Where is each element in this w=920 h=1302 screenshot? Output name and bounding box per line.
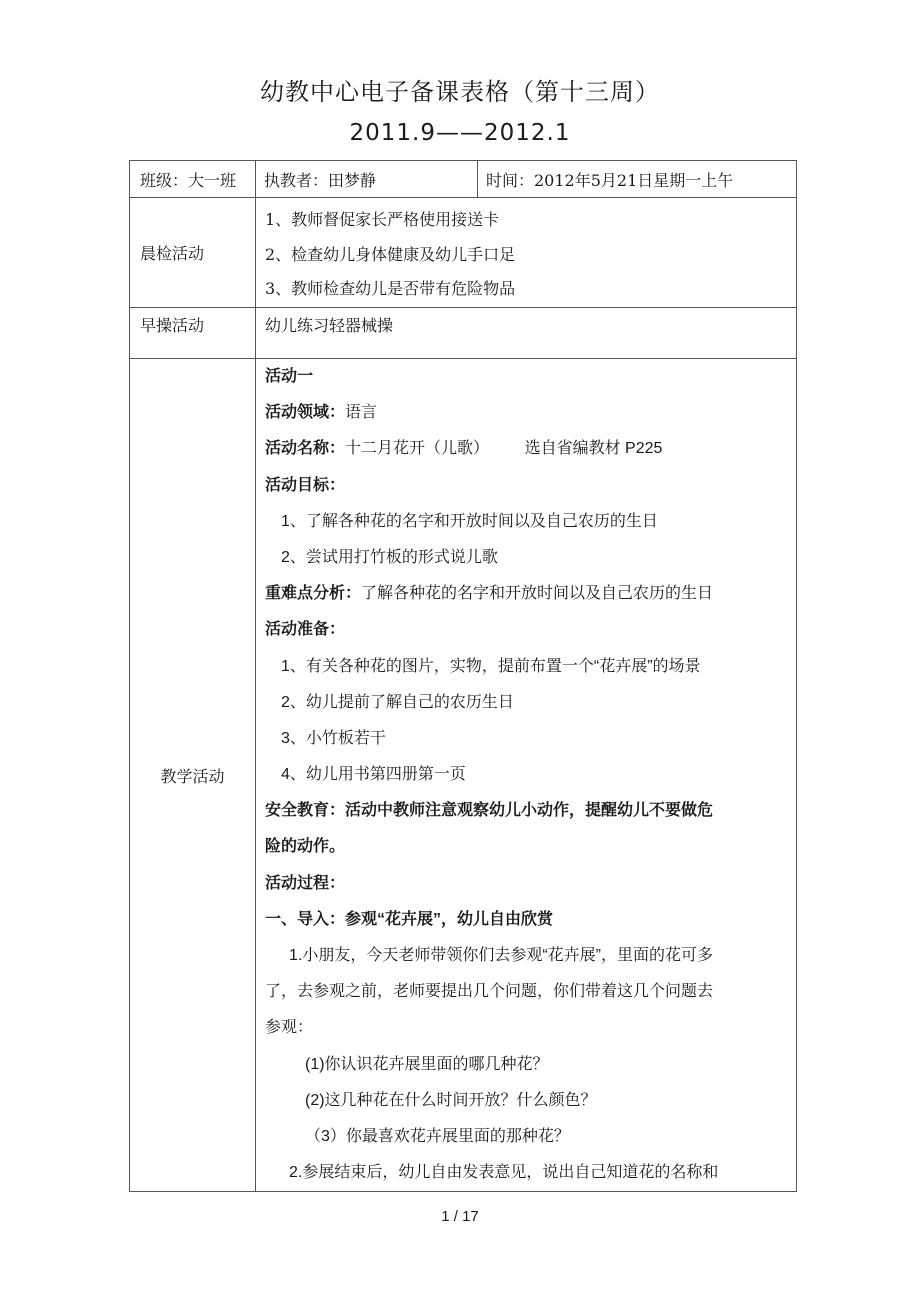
prep-item: 2、幼儿提前了解自己的农历生日 xyxy=(281,693,514,711)
step1-paragraph-line: 了，去参观之前，老师要提出几个问题，你们带着这几个问题去 xyxy=(265,983,714,1001)
table-row-morning-check xyxy=(130,198,796,308)
prep-item: 3、小竹板若干 xyxy=(281,729,386,747)
question-item: （3）你最喜欢花卉展里面的那种花？ xyxy=(305,1127,570,1145)
table-row-header xyxy=(130,161,796,198)
table-row-morning-exercise xyxy=(130,308,796,359)
list-item: 3、教师检查幼儿是否带有危险物品 xyxy=(265,279,516,298)
step1-paragraph-line: 参观： xyxy=(265,1019,314,1037)
document-subtitle-date-range: 2011.9——2012.1 xyxy=(349,120,571,146)
goals-label: 活动目标： xyxy=(265,476,346,494)
question-item: (2)这几种花在什么时间开放？什么颜色？ xyxy=(305,1091,597,1109)
morning-check-content xyxy=(256,198,796,307)
name-label: 活动名称： xyxy=(265,440,346,458)
teaching-label: 教学活动 xyxy=(130,359,256,1191)
key-points-label: 重难点分析： xyxy=(265,585,362,603)
goal-item: 1、了解各种花的名字和开放时间以及自己农历的生日 xyxy=(281,512,658,530)
activity-title: 活动一 xyxy=(265,368,314,385)
name-value: 十二月花开（儿歌） 选自省编教材 P225 xyxy=(345,440,663,458)
table-row-teaching xyxy=(130,359,796,1191)
list-item: 2、检查幼儿身体健康及幼儿手口足 xyxy=(265,244,516,264)
step1-paragraph-line: 1.小朋友，今天老师带领你们去参观“花卉展”，里面的花可多 xyxy=(289,947,714,964)
domain-label: 活动领域： xyxy=(265,404,346,422)
domain-value: 语言 xyxy=(345,404,378,422)
class-cell: 班级：大一班 xyxy=(130,161,256,197)
list-item: 1、教师督促家长严格使用接送卡 xyxy=(265,210,500,229)
prep-label: 活动准备： xyxy=(265,621,346,639)
goal-item: 2、尝试用打竹板的形式说儿歌 xyxy=(281,548,498,566)
question-item: (1)你认识花卉展里面的哪几种花？ xyxy=(305,1055,549,1073)
teaching-content xyxy=(256,359,796,1191)
morning-exercise-label: 早操活动 xyxy=(130,308,256,358)
morning-exercise-content: 幼儿练习轻器械操 xyxy=(265,316,394,335)
prep-item: 1、有关各种花的图片，实物，提前布置一个“花卉展”的场景 xyxy=(281,657,701,675)
key-points-value: 了解各种花的名字和开放时间以及自己农历的生日 xyxy=(361,585,714,603)
step1-title: 一、导入：参观“花卉展”，幼儿自由欣赏 xyxy=(265,910,554,928)
page-indicator: 1 / 17 xyxy=(441,1208,479,1225)
teacher-cell: 执教者：田梦静 xyxy=(256,161,478,197)
safety-education-line1: 安全教育：活动中教师注意观察幼儿小动作，提醒幼儿不要做危 xyxy=(265,802,714,820)
morning-check-label: 晨检活动 xyxy=(130,198,256,307)
step1-paragraph-line: 2.参展结束后，幼儿自由发表意见，说出自己知道花的名称和 xyxy=(289,1164,719,1182)
prep-item: 4、幼儿用书第四册第一页 xyxy=(281,766,466,784)
process-label: 活动过程： xyxy=(265,874,346,892)
lesson-plan-table xyxy=(129,160,797,1192)
time-cell: 时间：2012年5月21日星期一上午 xyxy=(486,170,734,190)
document-title: 幼教中心电子备课表格（第十三周） xyxy=(260,78,660,106)
safety-education-line2: 险的动作。 xyxy=(265,838,346,856)
